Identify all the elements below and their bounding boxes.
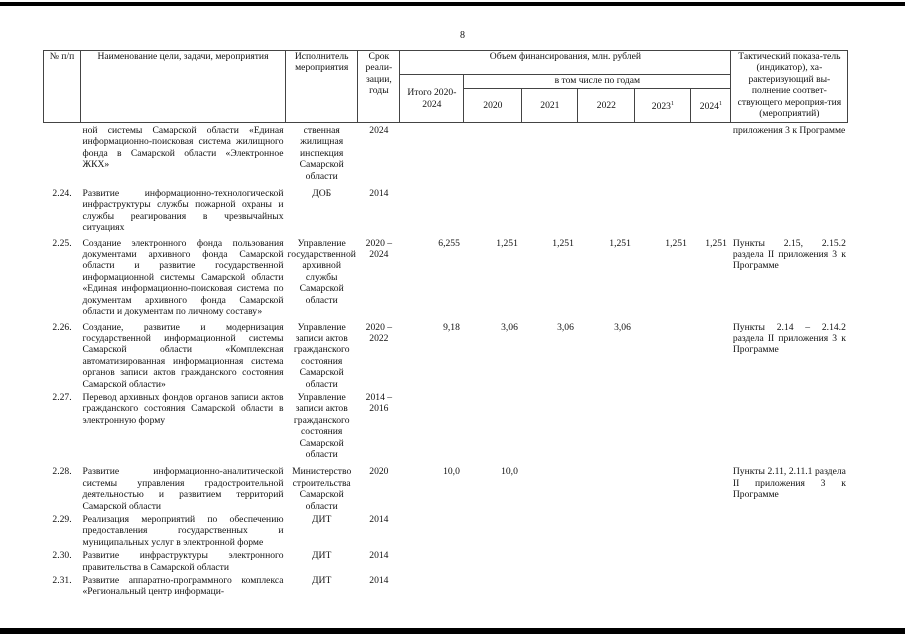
- bottom-rule: [0, 628, 905, 634]
- col-header-name: Наименование цели, задачи, мероприятия: [81, 51, 286, 123]
- col-header-2021: 2021: [522, 89, 578, 123]
- row-2024: [691, 548, 731, 573]
- row-2022: [578, 548, 635, 573]
- row-total: 6,255: [438, 237, 460, 249]
- row-num: 2.27.: [52, 391, 72, 403]
- row-2022: [578, 182, 635, 234]
- row-total: 9,18: [443, 321, 460, 333]
- financing-table: [43, 50, 848, 598]
- row-indicator: [731, 390, 848, 460]
- row-num: 2.24.: [52, 188, 72, 200]
- row-total: [400, 573, 464, 598]
- row-indicator: Пункты 2.15, 2.15.2 раздела II приложения 3 к Программе: [732, 237, 846, 272]
- table-row: [44, 512, 848, 548]
- row-total: [400, 548, 464, 573]
- footnote-mark: 1: [670, 100, 674, 107]
- row-name: Перевод архивных фондов органов записи актов гражданского состояния Самарской области в электронную форму: [82, 391, 284, 426]
- row-2023: [635, 548, 691, 573]
- col-header-2023: 2023$^1$: [635, 89, 691, 123]
- row-2024: 1,251: [705, 237, 727, 249]
- row-term: 2014 – 2016: [365, 391, 393, 415]
- row-executor: ДИТ: [312, 514, 332, 525]
- col-header-indicator: Тактический показа-тель (индикатор), ха-рактеризующий вы-полнение соответ-ствующего мероприя-тия (мероприятий): [731, 51, 848, 123]
- row-2020: [464, 182, 522, 234]
- page-number: 8: [460, 30, 465, 41]
- row-indicator: [731, 548, 848, 573]
- row-num: 2.29.: [52, 514, 72, 525]
- row-executor: Управление записи актов гражданского состояния Самарской области: [293, 391, 350, 460]
- row-2021: [522, 123, 578, 183]
- row-2023: [635, 390, 691, 460]
- row-2024: [691, 460, 731, 512]
- row-2020: 10,0: [501, 466, 518, 478]
- col-header-2020: 2020: [464, 89, 522, 123]
- row-2022: [578, 460, 635, 512]
- col-header-executor: Исполнитель мероприятия: [286, 51, 358, 123]
- row-2020: 3,06: [501, 321, 518, 333]
- row-2021: 3,06: [557, 321, 574, 333]
- row-term: 2014: [369, 550, 389, 562]
- table-row: [44, 318, 848, 390]
- row-name: ной системы Самарской области «Единая информационно-поисковая система жилищного фонда в Самарской области «Электронное ЖКХ»: [82, 125, 284, 171]
- table-row: [44, 548, 848, 573]
- col-header-2022: 2022: [578, 89, 635, 123]
- table-row: [44, 182, 848, 234]
- row-2020: [464, 390, 522, 460]
- footnote-mark: 1: [718, 100, 722, 107]
- row-executor: ДИТ: [312, 575, 332, 587]
- row-2021: [522, 460, 578, 512]
- row-2023: [635, 182, 691, 234]
- row-2020: 1,251: [496, 237, 518, 249]
- row-2024: [691, 318, 731, 390]
- table-row: [44, 234, 848, 318]
- col-header-total: Итого 2020-2024: [400, 75, 464, 123]
- row-executor: ДОБ: [312, 188, 332, 200]
- table-row: [44, 390, 848, 460]
- row-2021: 1,251: [552, 237, 574, 249]
- row-2023: [635, 512, 691, 548]
- row-2022: [578, 390, 635, 460]
- row-2020: [464, 573, 522, 598]
- row-2020: [464, 548, 522, 573]
- row-2021: [522, 390, 578, 460]
- row-name: Развитие информационно-технологической инфраструктуры службы пожарной охраны и службы реагирования в чрезвычайных ситуациях: [82, 188, 284, 234]
- row-2023: [635, 123, 691, 183]
- table-row: [44, 573, 848, 598]
- row-num: 2.31.: [52, 575, 72, 587]
- col-header-term: Срок реали-зации, годы: [358, 51, 400, 123]
- row-total: [400, 512, 464, 548]
- row-indicator: Пункты 2.11, 2.11.1 раздела II приложения 3 к Программе: [732, 466, 846, 501]
- row-total: [400, 390, 464, 460]
- row-num: [44, 123, 81, 183]
- row-term: 2020 – 2022: [365, 321, 393, 344]
- row-total: 10,0: [443, 466, 460, 478]
- row-term: 2014: [369, 188, 389, 200]
- row-total: [400, 182, 464, 234]
- row-2022: [578, 573, 635, 598]
- row-term: 2014: [369, 514, 389, 525]
- row-executor: ДИТ: [312, 550, 332, 562]
- row-2023: [635, 573, 691, 598]
- row-2024: [691, 123, 731, 183]
- row-executor: Управление государственной архивной службы Самарской области: [287, 237, 356, 306]
- row-name: Развитие аппаратно-программного комплекса «Региональный центр информаци-: [82, 575, 284, 598]
- row-term: 2014: [369, 575, 389, 587]
- row-name: Создание электронного фонда пользования документами архивного фонда Самарской области и развитие государственной информационной системы Самарской области «Единая информационно-поисковая система по документам архивного фонда Самарской области и документам по личному составу»: [82, 237, 284, 318]
- row-2024: [691, 573, 731, 598]
- row-name: Создание, развитие и модернизация государственной информационной системы Самарской области «Комплексная автоматизированная информационная система органов записи актов гражданского состояния Самарской области»: [82, 321, 284, 390]
- row-indicator: [731, 512, 848, 548]
- row-2022: 3,06: [614, 321, 631, 333]
- row-2021: [522, 182, 578, 234]
- row-total: [400, 123, 464, 183]
- row-2024: [691, 512, 731, 548]
- row-num: 2.26.: [52, 321, 72, 333]
- row-term: 2020: [369, 466, 389, 478]
- table-row: [44, 460, 848, 512]
- row-2022: [578, 123, 635, 183]
- row-num: 2.25.: [52, 237, 72, 249]
- row-2020: [464, 512, 522, 548]
- row-name: Реализация мероприятий по обеспечению предоставления государственных и муниципальных услуг в электронной форме: [82, 514, 284, 548]
- row-2022: 1,251: [609, 237, 631, 249]
- row-num: 2.30.: [52, 550, 72, 562]
- row-term: 2024: [369, 125, 389, 136]
- row-2021: [522, 512, 578, 548]
- row-executor: Управление записи актов гражданского состояния Самарской области: [293, 321, 350, 390]
- row-executor: Министерство строительства Самарской области: [292, 466, 352, 512]
- row-num: 2.28.: [52, 466, 72, 478]
- top-rule: [0, 2, 905, 6]
- col-header-num: № п/п: [44, 51, 81, 123]
- row-name: Развитие информационно-аналитической системы управления градостроительной деятельностью и развитием территорий Самарской области: [82, 466, 284, 512]
- row-2024: [691, 390, 731, 460]
- row-indicator: приложения 3 к Программе: [732, 125, 846, 136]
- row-indicator: [731, 182, 848, 234]
- row-2021: [522, 548, 578, 573]
- row-2023: 1,251: [665, 237, 687, 249]
- row-indicator: Пункты 2.14 – 2.14.2 раздела II приложения 3 к Программе: [732, 321, 846, 356]
- row-executor: ственная жилищная инспекция Самарской области: [299, 125, 344, 182]
- row-name: Развитие инфраструктуры электронного правительства в Самарской области: [82, 550, 284, 573]
- row-2021: [522, 573, 578, 598]
- table-row: [44, 123, 848, 183]
- col-header-by-years: в том числе по годам: [464, 75, 731, 89]
- col-header-funding: Объем финансирования, млн. рублей: [400, 51, 731, 75]
- row-2024: [691, 182, 731, 234]
- row-term: 2020 – 2024: [365, 237, 393, 261]
- row-2023: [635, 318, 691, 390]
- row-indicator: [731, 573, 848, 598]
- row-2023: [635, 460, 691, 512]
- row-2022: [578, 512, 635, 548]
- col-header-2024: 2024$^1$: [691, 89, 731, 123]
- row-2020: [464, 123, 522, 183]
